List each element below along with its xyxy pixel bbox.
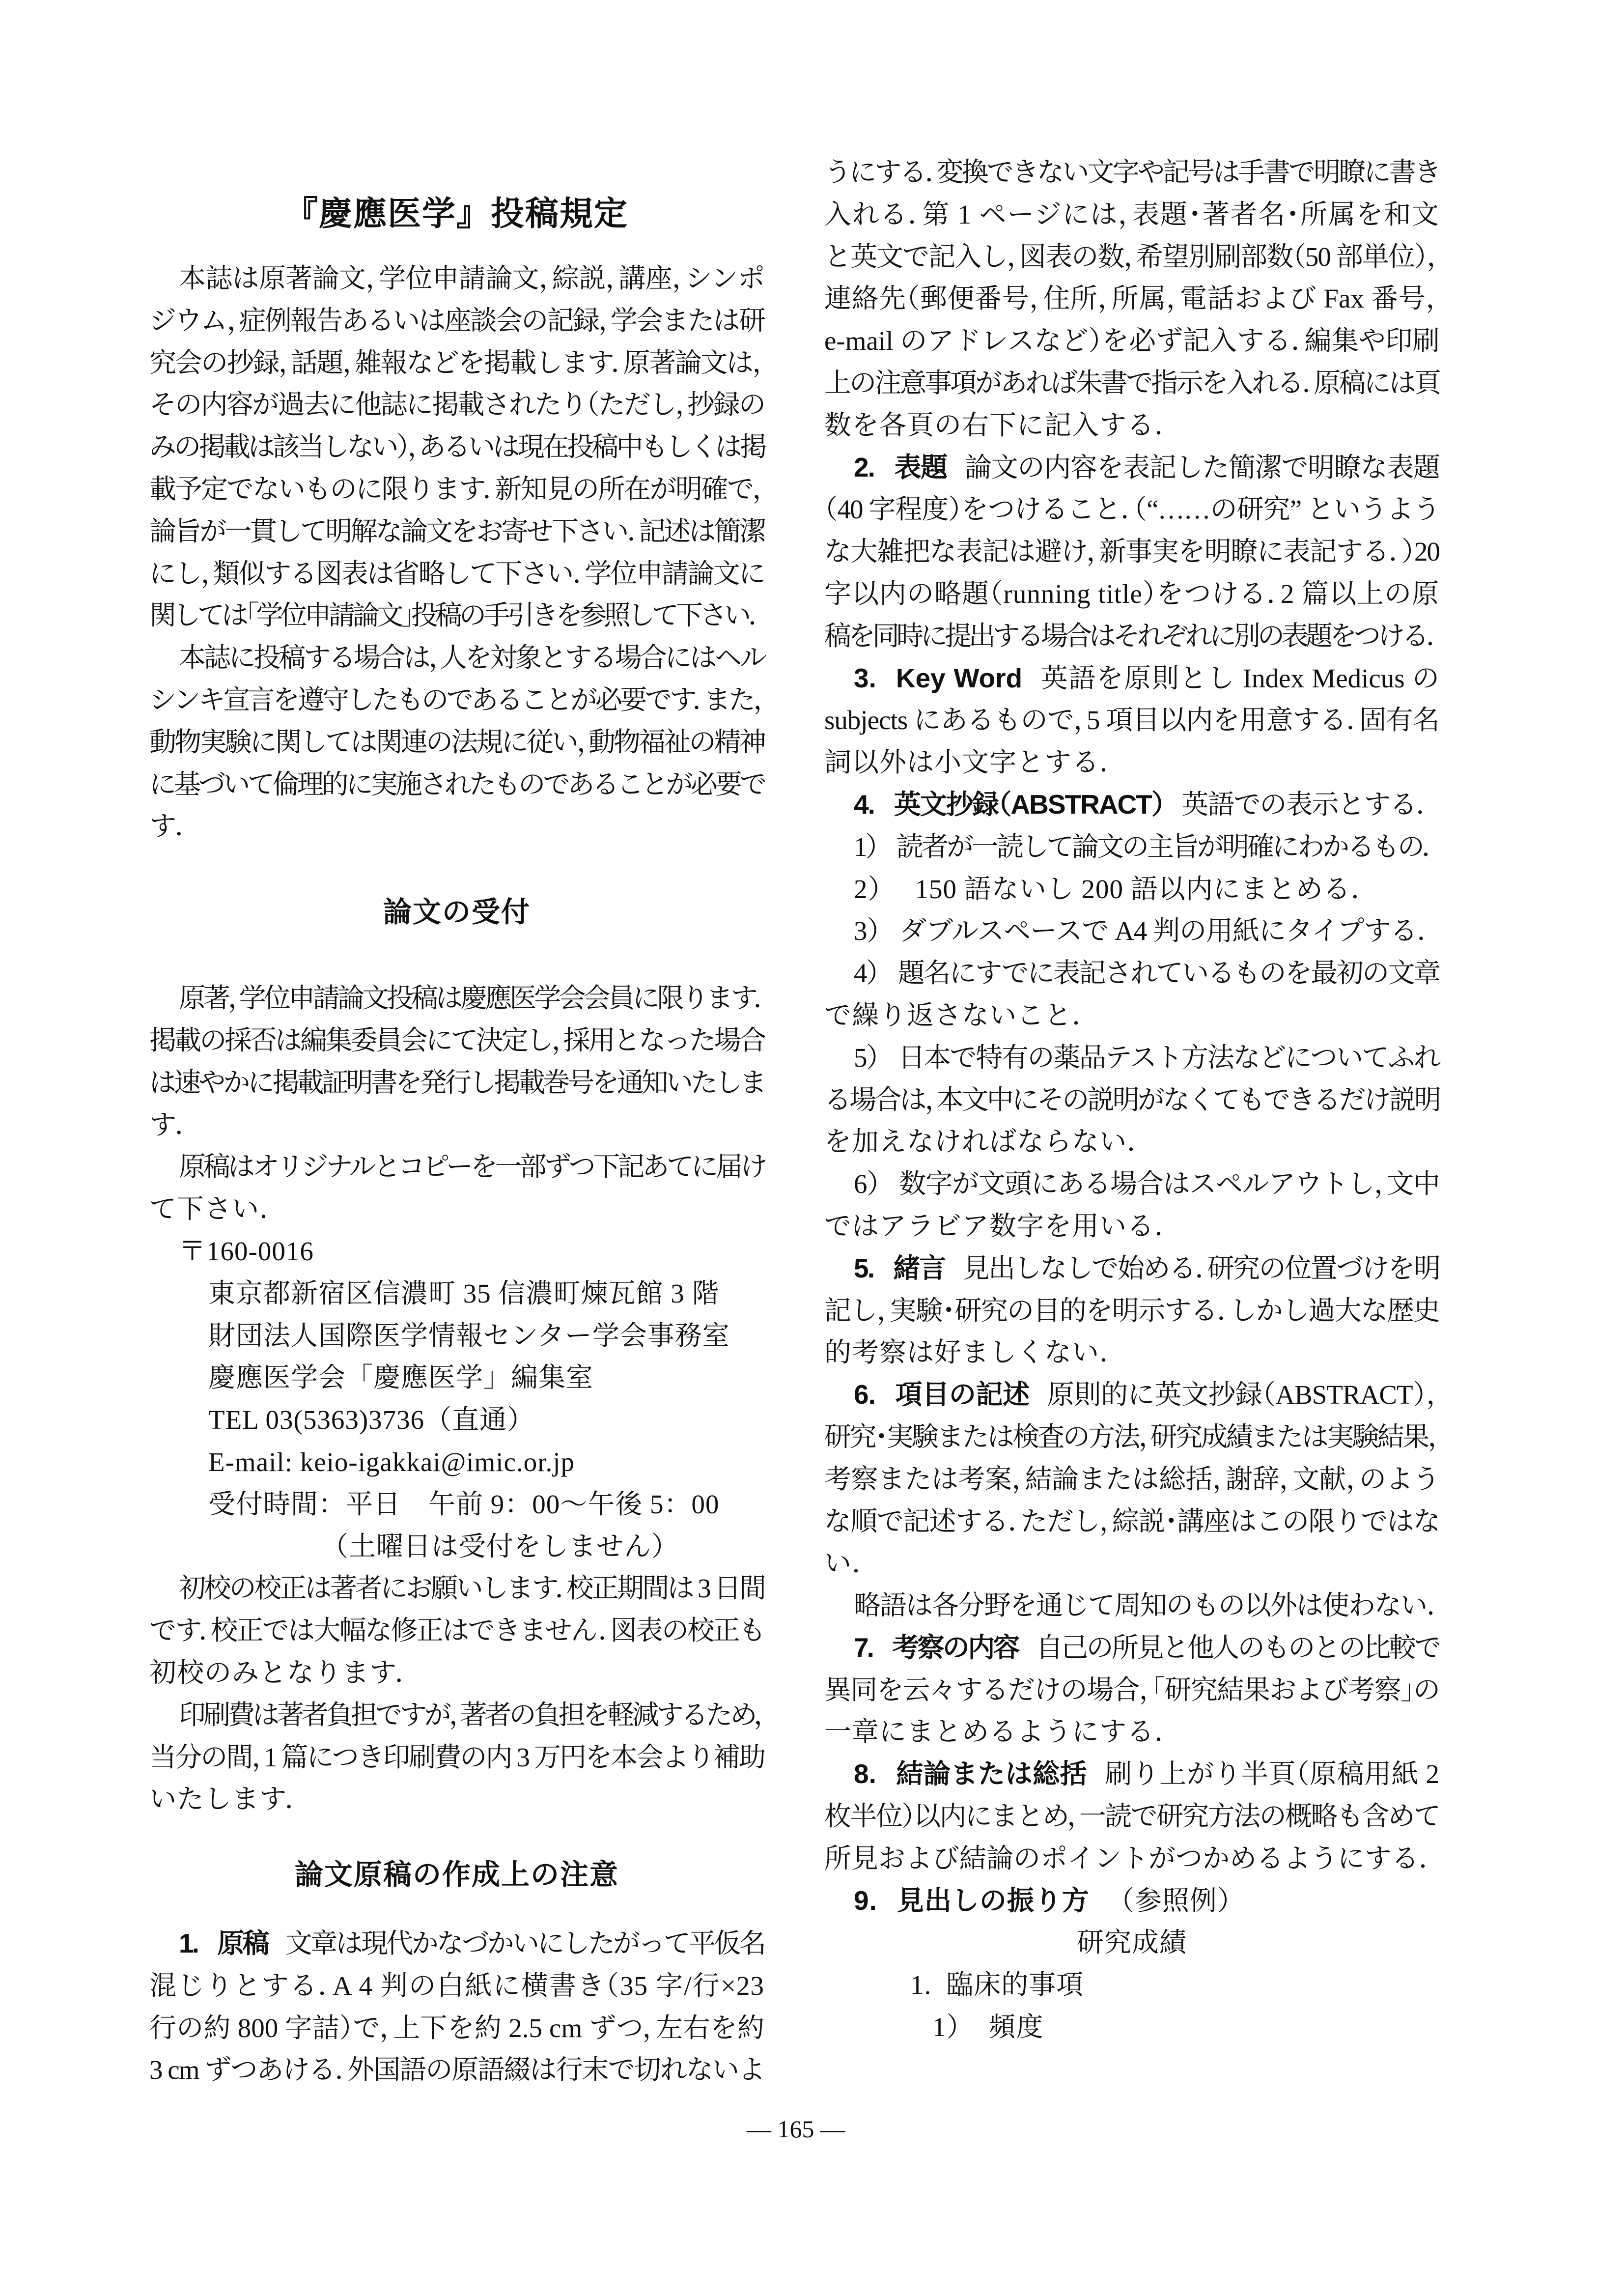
text-line — [824, 1964, 1439, 2006]
item-number: 1） — [932, 2012, 974, 2042]
text-line — [149, 553, 764, 595]
line-text: 印刷費は著者負担ですが，著者の負担を軽減するため， — [179, 1700, 765, 1730]
line-text: 連絡先（郵便番号，住所，所属，電話および Fax 番号， — [824, 283, 1439, 314]
section-heading: 論文原稿の作成上の注意 — [294, 1859, 619, 1891]
line-text: 一章にまとめるようにする． — [824, 1717, 1182, 1747]
page-number: — 165 — — [747, 2115, 845, 2143]
item-number: 6. — [854, 1379, 875, 1410]
text-line — [149, 1923, 764, 1965]
line-text: 財団法人国際医学情報センター学会事務室 — [208, 1320, 730, 1351]
text-line — [149, 384, 764, 426]
text-line — [149, 1315, 764, 1357]
line-text: TEL 03(5363)3736（直通） — [208, 1405, 535, 1435]
text-line — [824, 1627, 1439, 1669]
line-text: 読者が一読して論文の主旨が明確にわかるもの． — [896, 831, 1433, 862]
text-line — [824, 151, 1439, 194]
text-line — [824, 1542, 1439, 1585]
text-line — [149, 764, 764, 806]
item-block — [824, 447, 1439, 657]
item-label: 結論または総括 — [896, 1758, 1088, 1789]
text-line — [824, 657, 1439, 700]
line-text: 英語を原則とし Index Medicus の — [1040, 663, 1440, 693]
text-line — [824, 447, 1439, 489]
line-text: 3 cm ずつあける．外国語の原語綴は行末で切れないよ — [149, 2055, 764, 2085]
line-text: 略語は各分野を通じて周知のもの以外は使わない． — [854, 1590, 1439, 1621]
item-number: 4. — [854, 789, 874, 820]
line-text: 本誌は原著論文，学位申請論文，綜説，講座，シンポ — [179, 263, 764, 293]
line-text: で繰り返さないこと． — [824, 1000, 1100, 1030]
item-label: 原稿 — [217, 1928, 268, 1959]
line-text: 初校の校正は著者にお願いします．校正期間は 3 日間 — [179, 1573, 764, 1604]
text-line — [149, 1965, 764, 2007]
item-label: 表題 — [894, 452, 947, 482]
line-text: な大雑把な表記は避け，新事実を明瞭に表記する．）20 — [824, 537, 1439, 567]
line-text: 動物実験に関しては関連の法規に従い，動物福祉の精神 — [149, 727, 764, 757]
item-number: 1. — [179, 1928, 197, 1959]
example-l2-block — [824, 2006, 1439, 2048]
item-number: 8. — [854, 1758, 876, 1789]
line-text: 頻度 — [988, 2012, 1044, 2042]
text-line — [824, 320, 1439, 362]
line-text: シンキ宣言を遵守したものであることが必要です．また， — [149, 684, 764, 715]
text-line — [149, 977, 764, 1020]
line-text: 臨床的事項 — [946, 1970, 1084, 2000]
line-text: 数を各頁の右下に記入する． — [824, 410, 1182, 440]
line-text: 当分の間，1 篇につき印刷費の内 3 万円を本会より補助 — [149, 1742, 764, 1772]
line-text: 150 語ないし 200 語以内にまとめる． — [915, 874, 1378, 904]
item-block — [824, 784, 1439, 826]
text-line — [824, 868, 1439, 910]
line-text: 〒160-0016 — [179, 1236, 314, 1266]
line-text: す． — [149, 811, 202, 842]
text-line — [149, 1483, 764, 1526]
text-line — [149, 679, 764, 721]
text-line — [149, 1652, 764, 1694]
item-number: 7. — [854, 1632, 872, 1663]
line-text: 研究成績 — [1076, 1928, 1187, 1958]
text-line — [824, 236, 1439, 278]
text-line — [824, 784, 1439, 826]
text-line — [824, 573, 1439, 615]
line-text: す． — [149, 1109, 202, 1140]
line-text: （参照例） — [1107, 1885, 1245, 1916]
item-block — [824, 1753, 1439, 1879]
note-block — [149, 1526, 764, 1568]
line-text: と英文で記入し，図表の数，希望別刷部数（50 部単位）， — [824, 241, 1439, 272]
sub-block — [824, 826, 1439, 868]
line-text: ジウム，症例報告あるいは座談会の記録，学会または研 — [149, 305, 764, 336]
line-text: 研究・実験または検査の方法，研究成績または実験結果， — [824, 1421, 1439, 1452]
line-text: 的考察は好ましくない． — [824, 1337, 1127, 1368]
line-text: 載予定でないものに限ります．新知見の所在が明確で， — [149, 474, 764, 504]
line-text: 数字が文頭にある場合はスペルアウトし，文中 — [899, 1169, 1439, 1199]
item-number: 1. — [910, 1970, 932, 2000]
text-line — [149, 1357, 764, 1399]
text-line — [149, 1441, 764, 1483]
text-line — [149, 1778, 764, 1820]
line-text: （土曜日は受付をしません） — [321, 1531, 679, 1561]
text-line — [824, 362, 1439, 404]
text-line — [824, 615, 1439, 657]
line-text: 記し，実験・研究の目的を明示する．しかし過大な歴史 — [824, 1295, 1439, 1326]
item-block — [824, 1247, 1439, 1374]
section-heading: 論文の受付 — [383, 896, 531, 929]
item-block — [824, 1627, 1439, 1753]
text-line — [824, 1501, 1439, 1543]
text-line — [824, 1121, 1439, 1163]
text-line — [824, 994, 1439, 1037]
item-number: 5. — [854, 1252, 873, 1283]
text-line — [149, 342, 764, 384]
line-text: 自己の所見と他人のものとの比較で — [1036, 1632, 1439, 1663]
item-block — [824, 1880, 1439, 1922]
item-block — [824, 1374, 1439, 1585]
sub-block — [824, 1037, 1439, 1163]
line-text: 所見および結論のポイントがつかめるようにする． — [824, 1843, 1432, 1873]
line-text: 原著，学位申請論文投稿は慶應医学会会員に限ります． — [179, 983, 764, 1014]
line-text: 刷り上がり半頁（原稿用紙 2 — [1105, 1759, 1439, 1789]
sub-block — [824, 1163, 1439, 1247]
document-title: 『慶應医学』投稿規定 — [284, 195, 628, 232]
text-line — [149, 300, 764, 342]
line-text: 考察または考案，結論または総括，謝辞，文献，のよう — [824, 1464, 1439, 1494]
item-label: 考察の内容 — [892, 1632, 1018, 1663]
right-column — [824, 151, 1439, 2048]
para-block — [149, 977, 764, 1146]
text-line — [149, 1610, 764, 1652]
text-line — [149, 1399, 764, 1441]
text-line — [149, 595, 764, 637]
sub-block — [824, 952, 1439, 1037]
line-text: な順で記述する．ただし，綜説・講座はこの限りではな — [824, 1506, 1439, 1536]
text-line — [149, 1736, 764, 1779]
line-text: E-mail: keio-igakkai@imic.or.jp — [208, 1446, 575, 1477]
line-text: 受付時間：平日 午前 9：00〜午後 5：00 — [208, 1489, 720, 1519]
text-line — [149, 1694, 764, 1736]
item-block — [824, 657, 1439, 784]
item-number: 2. — [854, 452, 874, 482]
text-line — [824, 1669, 1439, 1711]
para-block — [149, 1694, 764, 1820]
line-text: ではアラビア数字を用いる． — [824, 1211, 1182, 1241]
text-line — [824, 1290, 1439, 1332]
item-number: 4） — [854, 958, 878, 989]
line-text: 入れる．第 1 ページには，表題・著者名・所属を和文 — [824, 199, 1439, 229]
line-text: いたします． — [149, 1784, 312, 1814]
line-text: 上の注意事項があれば朱書で指示を入れる．原稿には頁 — [824, 368, 1439, 398]
text-line — [824, 699, 1439, 741]
line-text: subjects にあるもので，5 項目以内を用意する．固有名 — [824, 705, 1439, 736]
text-line — [824, 1880, 1439, 1922]
line-text: ダブルスペースで A4 判の用紙にタイプする． — [899, 916, 1430, 946]
item-number: 9. — [854, 1885, 877, 1916]
postal-block — [149, 1230, 764, 1273]
line-text: 慶應医学会「慶應医学」編集室 — [208, 1362, 594, 1393]
para-block — [824, 1585, 1439, 1627]
para-block — [149, 637, 764, 848]
text-line — [824, 1711, 1439, 1753]
line-text: です．校正では大幅な修正はできません．図表の校正も — [149, 1616, 764, 1646]
left-column — [149, 257, 764, 2091]
text-line — [149, 1104, 764, 1146]
para-block — [149, 1567, 764, 1694]
line-text: 関しては「学位申請論文」投稿の手引きを参照して下さい． — [149, 600, 759, 631]
line-text: 論文の内容を表記した簡潔で明瞭な表題 — [965, 452, 1439, 482]
text-line — [824, 952, 1439, 994]
line-text: 稿を同時に提出する場合はそれぞれに別の表題をつける． — [824, 621, 1437, 651]
item-number: 1） — [854, 831, 877, 862]
text-line — [149, 721, 764, 764]
text-line — [149, 1020, 764, 1062]
item-label: 見出しの振り方 — [896, 1885, 1090, 1916]
line-text: 混じりとする．A 4 判の白紙に横書き（35 字/行×23 — [149, 1970, 764, 2001]
line-text: 論旨が一貫して明解な論文をお寄せ下さい．記述は簡潔 — [149, 516, 764, 546]
address-block — [149, 1273, 764, 1526]
item-number: 2） — [854, 874, 896, 904]
line-text: にし，類似する図表は省略して下さい．学位申請論文に — [149, 558, 764, 589]
line-text: 見出しなしで始める．研究の位置づけを明 — [962, 1253, 1439, 1283]
line-text: 初校のみとなります． — [149, 1657, 422, 1688]
item-label: Key Word — [896, 662, 1023, 693]
text-line — [824, 1416, 1439, 1458]
text-line — [149, 257, 764, 300]
text-line — [824, 2006, 1439, 2048]
item-label: 緒言 — [893, 1252, 945, 1283]
text-line — [149, 1567, 764, 1610]
item-label: 英文抄録（ABSTRACT） — [894, 789, 1164, 820]
line-text: に基づいて倫理的に実施されたものであることが必要で — [149, 769, 764, 799]
line-text: て下さい． — [149, 1194, 287, 1224]
line-text: 文章は現代かなづかいにしたがって平仮名 — [285, 1928, 764, 1959]
text-line — [149, 1273, 764, 1315]
line-text: 究会の抄録，話題，雑報などを掲載します．原著論文は， — [149, 347, 764, 378]
line-text: 原稿はオリジナルとコピーを一部ずつ下記あてに届け — [179, 1152, 764, 1182]
text-line — [824, 1332, 1439, 1374]
example-center-block — [824, 1922, 1439, 1964]
line-text: は速やかに掲載証明書を発行し掲載巻号を通知いたしま — [149, 1067, 764, 1098]
text-line — [824, 1922, 1439, 1964]
text-line — [824, 1585, 1439, 1627]
item-number: 3） — [854, 916, 880, 946]
line-text: （40 字程度）をつけること．（“……の研究” というよう — [824, 494, 1439, 525]
text-line — [824, 1163, 1439, 1205]
line-text: 日本で特有の薬品テスト方法などについてふれ — [898, 1042, 1439, 1073]
text-line — [149, 510, 764, 553]
text-line — [824, 910, 1439, 952]
item-number: 5） — [854, 1042, 879, 1073]
line-text: 題名にすでに表記されているものを最初の文章 — [897, 958, 1439, 989]
line-text: 行の約 800 字詰）で，上下を約 2.5 cm ずつ，左右を約 — [149, 2013, 764, 2043]
text-line — [149, 2049, 764, 2091]
line-text: る場合は，本文中にその説明がなくてもできるだけ説明 — [824, 1084, 1439, 1115]
line-text: 異同を云々するだけの場合，「研究結果および考察」の — [824, 1674, 1439, 1705]
text-line — [824, 1753, 1439, 1795]
text-line — [149, 637, 764, 679]
item-label: 項目の記述 — [895, 1379, 1030, 1410]
line-text: 枚半位）以内にまとめ，一読で研究方法の概略も含めて — [824, 1801, 1439, 1832]
line-text: みの掲載は該当しない），あるいは現在投稿中もしくは掲 — [149, 432, 764, 462]
text-line — [149, 805, 764, 848]
line-text: うにする．変換できない文字や記号は手書で明瞭に書き — [824, 157, 1439, 187]
item-number: 6） — [854, 1169, 880, 1199]
line-text: その内容が過去に他誌に掲載されたり（ただし，抄録の — [149, 390, 764, 420]
line-text: 東京都新宿区信濃町 35 信濃町煉瓦館 3 階 — [208, 1278, 720, 1308]
text-line — [824, 1795, 1439, 1838]
line-text: い． — [824, 1548, 880, 1579]
text-line — [149, 2007, 764, 2049]
text-line — [149, 1062, 764, 1104]
text-line — [149, 1146, 764, 1188]
line-text: 掲載の採否は編集委員会にて決定し，採用となった場合 — [149, 1025, 764, 1055]
para-block — [149, 1146, 764, 1230]
text-line — [824, 1838, 1439, 1880]
line-text: 字以内の略題（running title）をつける．2 篇以上の原 — [824, 578, 1440, 609]
text-line — [824, 404, 1439, 447]
line-text: 本誌に投稿する場合は，人を対象とする場合にはヘル — [179, 643, 764, 673]
text-line — [149, 1526, 764, 1568]
text-line — [824, 194, 1439, 236]
text-line — [824, 278, 1439, 320]
sub-block — [824, 910, 1439, 952]
item-block — [149, 1923, 764, 2091]
text-line — [824, 1374, 1439, 1416]
text-line — [824, 1037, 1439, 1079]
text-line — [824, 1079, 1439, 1121]
line-text: 英語での表示とする． — [1181, 789, 1428, 820]
continuation-block — [824, 151, 1439, 447]
text-line — [824, 488, 1439, 531]
item-number: 3. — [854, 662, 876, 693]
text-line — [824, 826, 1439, 868]
text-line — [149, 468, 764, 510]
text-line — [149, 1188, 764, 1230]
text-line — [824, 1205, 1439, 1247]
example-l1-block — [824, 1964, 1439, 2006]
text-line — [149, 1230, 764, 1273]
line-text: 原則的に英文抄録（ABSTRACT）， — [1047, 1380, 1439, 1410]
para-block — [149, 257, 764, 637]
line-text: e-mail のアドレスなど）を必ず記入する．編集や印刷 — [824, 326, 1440, 356]
line-text: を加えなければならない． — [824, 1127, 1155, 1157]
sub-block — [824, 868, 1439, 910]
text-line — [824, 531, 1439, 573]
line-text: 詞以外は小文字とする． — [824, 747, 1127, 778]
text-line — [824, 741, 1439, 784]
text-line — [824, 1247, 1439, 1290]
text-line — [149, 426, 764, 468]
text-line — [824, 1458, 1439, 1501]
